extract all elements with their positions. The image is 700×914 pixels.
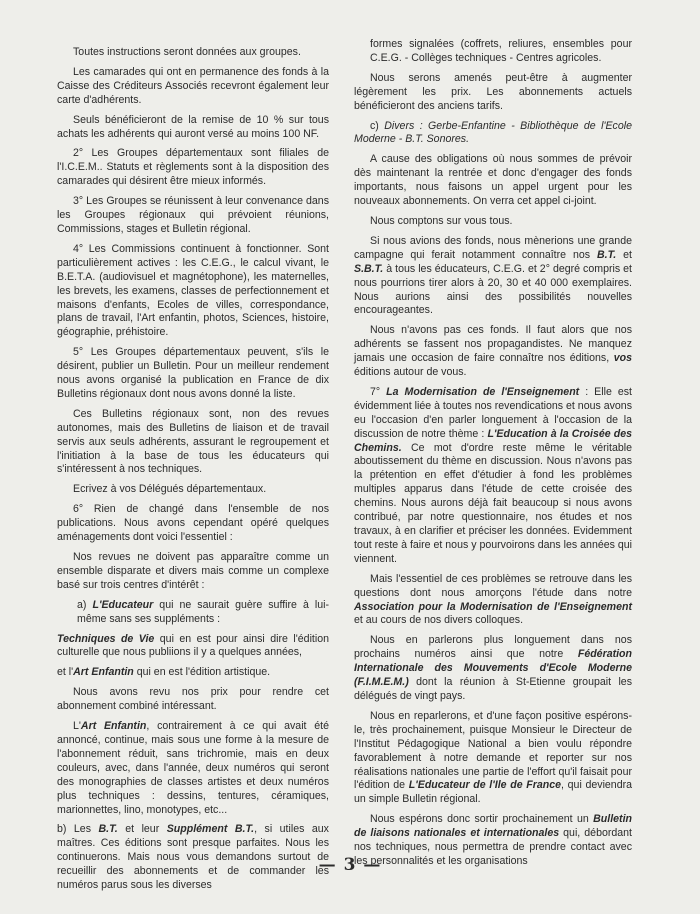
paragraph: Nous avons revu nos prix pour rendre cet abonnement combiné intéressant. bbox=[57, 686, 329, 713]
paragraph: Nous serons amenés peut-être à augmenter légèrement les prix. Les abonnements actuels bénéficieront des anciens tarifs. bbox=[354, 71, 632, 112]
item-a: a) L'Educateur qui ne saurait guère suffire à lui-même sans ses suppléments : bbox=[77, 598, 329, 625]
item-b: b) Les B.T. et leur Supplément B.T., si utiles aux maîtres. Ces éditions sont presque parfaites. Nous les continuerons. Mais nous vous demandons surtout de recueillir des abonnements et de commander les numéros parus sous les diverses bbox=[57, 823, 329, 892]
paragraph: Seuls bénéficieront de la remise de 10 % sur tous achats les adhérents qui auront versé au moins 100 NF. bbox=[57, 113, 329, 140]
paragraph: Toutes instructions seront données aux groupes. bbox=[73, 46, 301, 58]
paragraph: 2° Les Groupes départementaux sont filiales de l'I.C.E.M.. Statuts et règlements sont à la disposition des camarades qui désirent être mieux informés. bbox=[57, 147, 329, 188]
paragraph-bulletin: Nous espérons donc sortir prochainement un Bulletin de liaisons nationales et internationales qui, débordant nos techniques, nous permettra de prendre contact avec les personnalités et les organisations bbox=[354, 813, 632, 867]
paragraph-reparlerons: Nous en reparlerons, et d'une façon positive espérons-le, très prochainement, puisque Monsieur le Directeur de l'Institut Pédagogique National a bien voulu répondre favorablement à notre demande et reporter sur nos réalisations nationales une partie de l'effort qu'il faisait pour l'édition de L'Educateur de l'Ile de France, qui deviendra un simple Bulletin régional. bbox=[354, 709, 633, 806]
paragraph-association: Mais l'essentiel de ces problèmes se retrouve dans les questions dont nous amorçons l'étude dans notre Association pour la Modernisation de l'Enseignement et au cours de nos divers colloques. bbox=[354, 572, 632, 627]
paragraph: Nos revues ne doivent pas apparaître comme un ensemble disparate et divers mais comme un complexe basé sur trois centres d'intérêt : bbox=[57, 551, 329, 591]
paragraph: 4° Les Commissions continuent à fonctionner. Sont particulièrement actives : les C.E.G., le calcul vivant, le B.E.T.A. (audiovisuel et magnétophone), les maternelles, les brevets, les examens, classes de perfectionnement et maisons d'enfants, Ecoles de villes, correspondance, plans de travail, l'Art enfantin, photos, Sciences, histoire, géographie, préhistoire. bbox=[57, 242, 329, 339]
paragraph: formes signalées (coffrets, reliures, ensembles pour C.E.G. - Collèges techniques - Centres agricoles. bbox=[370, 38, 632, 64]
page-number: — 3 — bbox=[318, 855, 382, 875]
item-c: c) Divers : Gerbe-Enfantine - Bibliothèque de l'Ecole Moderne - B.T. Sonores. bbox=[354, 119, 632, 146]
paragraph: Les camarades qui ont en permanence des fonds à la Caisse des Créditeurs Associés recevront également leur carte d'adhérents. bbox=[57, 65, 329, 106]
paragraph: 3° Les Groupes se réunissent à leur convenance dans les Groupes régionaux qui prévoient réunions, Commissions, stages et Bulletin régional. bbox=[57, 195, 329, 235]
paragraph: A cause des obligations où nous sommes de prévoir dès maintenant la rentrée et donc d'engager des fonds importants, nous faisons un appel urgent pour les nouveaux abonnements. On verra cet appel ci-joint. bbox=[354, 153, 632, 208]
paragraph-fonds: Si nous avions des fonds, nous mènerions une grande campagne qui ferait notamment connaître nos B.T. et S.B.T. à tous les éducateurs, C.E.G. et 2° degré compris et nous pourrions tirer alors à 20, 30 et 40 000 exemplaires. Nous aurions ainsi des possibilités nouvelles encourageantes. bbox=[354, 234, 632, 317]
paragraph: Ecrivez à vos Délégués départementaux. bbox=[73, 483, 267, 496]
item-art: et l'Art Enfantin qui en est l'édition artistique. bbox=[57, 666, 271, 679]
paragraph-federation: Nous en parlerons plus longuement dans nos prochains numéros ainsi que notre Fédération Internationale des Mouvements d'Ecole Moderne (F.I.M.E.M.) dont la réunion à St-Etienne groupait les délégués de vingt pays. bbox=[354, 634, 632, 702]
left-column bbox=[57, 46, 329, 899]
item-techniques: Techniques de Vie qui en est pour ainsi dire l'édition culturelle que nous publiions il y a quelques années, bbox=[57, 632, 329, 659]
paragraph-propagande: Nous n'avons pas ces fonds. Il faut alors que nos adhérents se fassent nos propagandistes. Ne manquez jamais une occasion de faire connaître nos éditions, vos éditions autour de vous. bbox=[354, 324, 632, 379]
section-7: 7° La Modernisation de l'Enseignement : Elle est évidemment liée à toutes nos revendications et nous avons eu l'occasion d'en parler longuement à l'occasion de la discussion de notre thème : L'Education à la Croisée des Chemins. Ce mot d'ordre reste même le véritable aboutissement du thème en discussion. Nous n'avons pas la prétention en effet d'étudier à fond les problèmes multiples apparus dans l'étude de cette croisée des chemins. Nous aurons déjà fait beaucoup si nous avons contribué, par notre questionnaire, nos études et nos travaux, à en clarifier et préciser les données. Evidemment tout reste à faire et nous y pourvoirons dans les années qui viennent. bbox=[354, 385, 632, 565]
paragraph: Nous comptons sur vous tous. bbox=[370, 214, 513, 227]
paragraph: Ces Bulletins régionaux sont, non des revues autonomes, mais des Bulletins de liaison et de travail servis aux seuls adhérents, assurant le regroupement et l'initiation à la base de tous les éducateurs qui s'intéressent à nos techniques. bbox=[57, 407, 329, 476]
right-column bbox=[354, 38, 632, 875]
paragraph: 6° Rien de changé dans l'ensemble de nos publications. Nous avons cependant opéré quelques aménagements dont voici l'essentiel : bbox=[57, 503, 329, 544]
paragraph: 5° Les Groupes départementaux peuvent, s'ils le désirent, publier un Bulletin. Pour un meilleur rendement nous avons organisé la publication en France de dix Bulletins régionaux dont nous avons donné la liste. bbox=[57, 346, 329, 400]
paragraph-art: L'Art Enfantin, contrairement à ce qui avait été annoncé, continue, mais sous une forme à la mesure de l'abonnement réduit, sans trichromie, mais en deux couleurs, avec, dans l'année, deux numéros qui seront des monographies de classes artistes et deux numéros plus techniques : dessins, tentures, céramiques, marionnettes, lino, monotypes, etc... bbox=[57, 720, 329, 816]
